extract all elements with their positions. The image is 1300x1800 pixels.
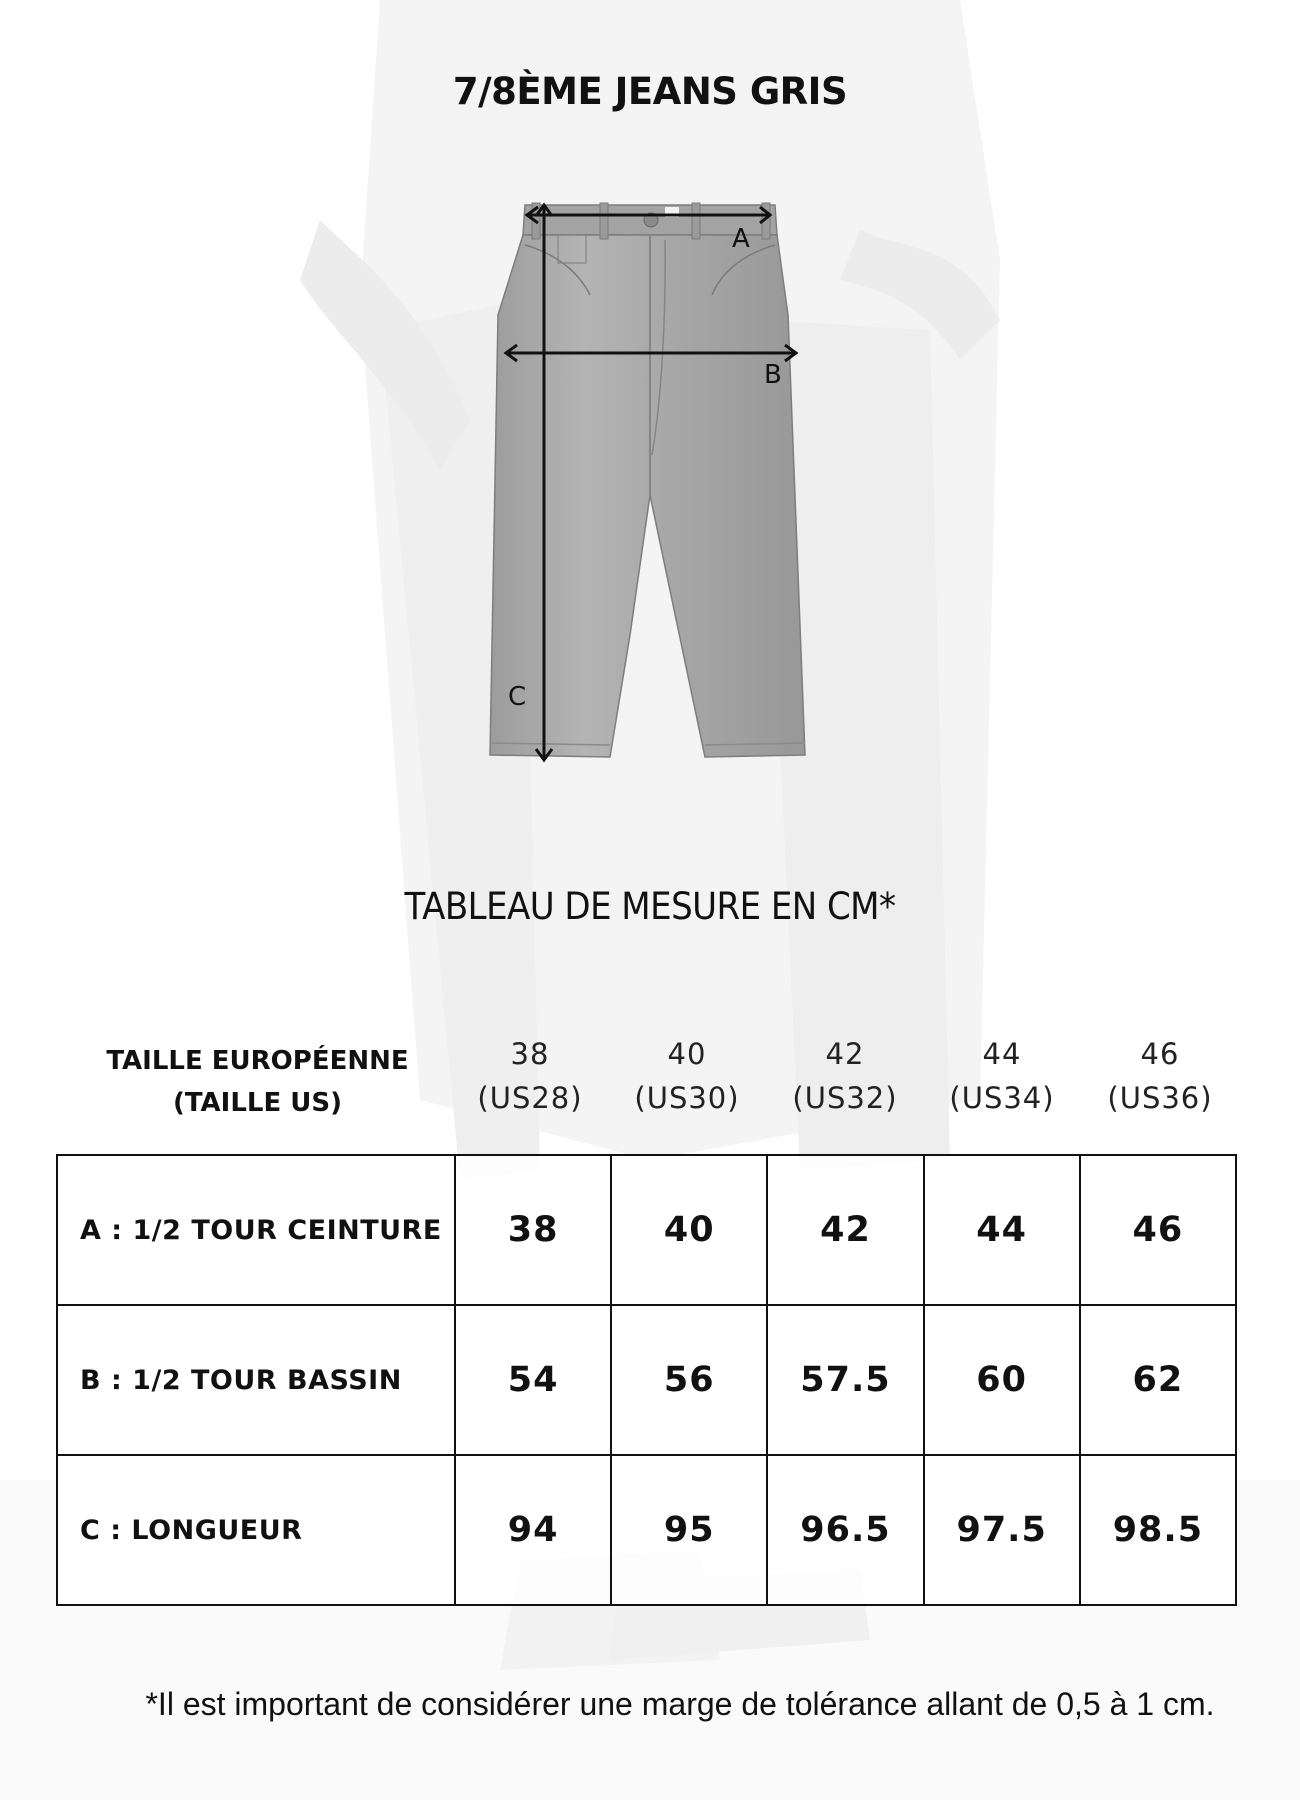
jeans-body [490,235,805,757]
size-eu: 44 [982,1037,1022,1071]
table-row [57,1455,1236,1605]
size-column-header [767,1032,923,1120]
table-title: TABLEAU DE MESURE EN CM* [404,885,896,928]
table-cell: 95 [611,1455,767,1605]
row-label: B : 1/2 TOUR BASSIN [57,1305,455,1455]
table-cell: 57.5 [767,1305,923,1455]
size-column-header [452,1032,608,1120]
table-row [57,1155,1236,1305]
jeans-diagram [480,195,820,775]
row-label: A : 1/2 TOUR CEINTURE [57,1155,455,1305]
table-cell: 44 [924,1155,1080,1305]
row-label: C : LONGUEUR [57,1455,455,1605]
size-us: (US36) [1107,1081,1213,1115]
table-cell: 96.5 [767,1455,923,1605]
table-cell: 98.5 [1080,1455,1236,1605]
label-a: A [732,224,750,254]
size-eu: 40 [667,1037,707,1071]
size-eu: 42 [825,1037,865,1071]
label-b: B [764,360,782,390]
table-cell: 97.5 [924,1455,1080,1605]
table-cell: 54 [455,1305,611,1455]
size-column-header [924,1032,1080,1120]
table-cell: 94 [455,1455,611,1605]
size-us: (US34) [949,1081,1055,1115]
table-cell: 60 [924,1305,1080,1455]
size-table [56,1154,1237,1606]
jeans-illustration [480,195,820,775]
table-cell: 42 [767,1155,923,1305]
size-us: (US28) [477,1081,583,1115]
size-header-line1: TAILLE EUROPÉENNE [106,1046,409,1076]
table-row [57,1305,1236,1455]
size-eu: 38 [510,1037,550,1071]
label-c: C [508,682,527,712]
size-us: (US30) [634,1081,740,1115]
table-cell: 46 [1080,1155,1236,1305]
size-us: (US32) [792,1081,898,1115]
size-column-header [1082,1032,1238,1120]
table-cell: 56 [611,1305,767,1455]
size-column-header [609,1032,765,1120]
size-header-label [100,1040,415,1124]
table-cell: 38 [455,1155,611,1305]
table-cell: 40 [611,1155,767,1305]
page-title: 7/8ÈME JEANS GRIS [452,70,848,113]
size-header-line2: (TAILLE US) [172,1088,343,1118]
size-eu: 46 [1140,1037,1180,1071]
tolerance-footnote: *Il est important de considérer une marge de tolérance allant de 0,5 à 1 cm. [145,1686,1215,1722]
table-cell: 62 [1080,1305,1236,1455]
